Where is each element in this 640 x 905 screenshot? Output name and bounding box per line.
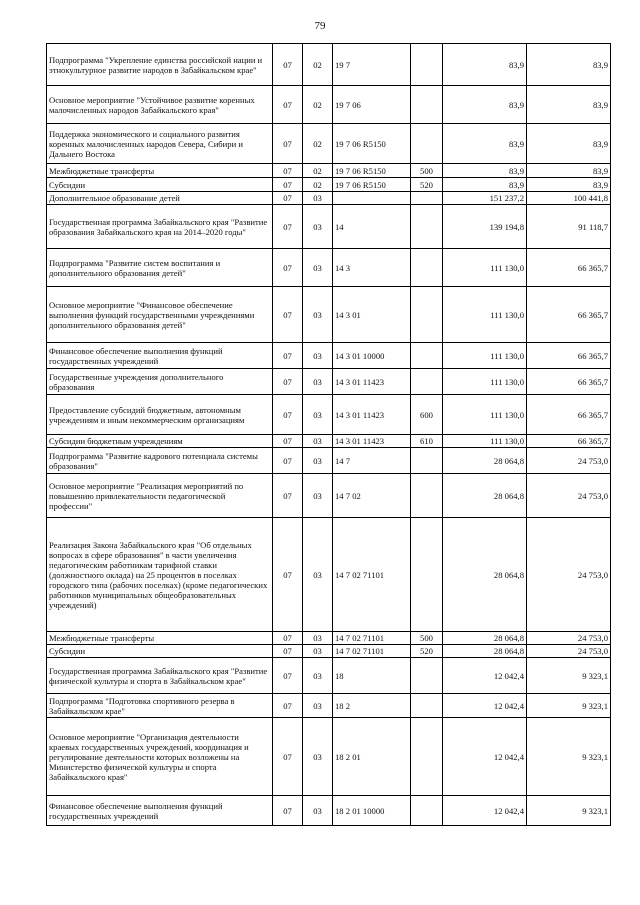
- table-row: [47, 164, 611, 178]
- row-csr: 14 3 01: [333, 287, 411, 343]
- row-csr: 14: [333, 205, 411, 249]
- row-sum2: 66 365,7: [527, 343, 611, 369]
- row-vr: 610: [411, 435, 443, 448]
- row-vr: 600: [411, 395, 443, 435]
- row-csr: 18: [333, 658, 411, 694]
- row-sum2: 66 365,7: [527, 287, 611, 343]
- row-sum1: 83,9: [443, 44, 527, 86]
- row-sum1: 28 064,8: [443, 518, 527, 632]
- row-rz: 07: [273, 645, 303, 658]
- row-sum1: 83,9: [443, 178, 527, 192]
- row-name: Подпрограмма "Подготовка спортивного резерва в Забайкальском крае": [47, 694, 273, 718]
- row-csr: 19 7 06 R5150: [333, 164, 411, 178]
- row-vr: [411, 124, 443, 164]
- row-pr: 02: [303, 86, 333, 124]
- row-rz: 07: [273, 395, 303, 435]
- row-sum2: 66 365,7: [527, 369, 611, 395]
- row-name: Поддержка экономического и социального развития коренных малочисленных народов Севера, Сибири и Дальнего Востока: [47, 124, 273, 164]
- row-sum2: 24 753,0: [527, 645, 611, 658]
- row-pr: 03: [303, 448, 333, 474]
- table-row: [47, 448, 611, 474]
- row-pr: 02: [303, 44, 333, 86]
- row-sum1: 111 130,0: [443, 369, 527, 395]
- row-sum2: 9 323,1: [527, 796, 611, 826]
- row-sum1: 111 130,0: [443, 395, 527, 435]
- row-csr: 19 7: [333, 44, 411, 86]
- row-rz: 07: [273, 192, 303, 205]
- row-rz: 07: [273, 718, 303, 796]
- row-pr: 03: [303, 287, 333, 343]
- row-rz: 07: [273, 287, 303, 343]
- table-row: [47, 178, 611, 192]
- row-vr: 520: [411, 178, 443, 192]
- row-csr: 14 3 01 11423: [333, 369, 411, 395]
- row-sum2: 24 753,0: [527, 518, 611, 632]
- row-rz: 07: [273, 658, 303, 694]
- row-rz: 07: [273, 474, 303, 518]
- row-name: Подпрограмма "Укрепление единства российской нации и этнокультурное развитие народов в Забайкальском крае": [47, 44, 273, 86]
- row-name: Реализация Закона Забайкальского края "Об отдельных вопросах в сфере образования" в части увеличения педагогическим работникам тарифной ставки (должностного оклада) на 25 процентов в поселках городского типа (рабочих поселках) (кроме педагогических работников муниципальных общеобразовательных учреждений): [47, 518, 273, 632]
- row-pr: 03: [303, 632, 333, 645]
- row-rz: 07: [273, 44, 303, 86]
- row-pr: 02: [303, 164, 333, 178]
- row-sum2: 24 753,0: [527, 474, 611, 518]
- row-name: Основное мероприятие "Финансовое обеспечение выполнения функций государственными учреждениями дополнительного образования детей": [47, 287, 273, 343]
- row-sum2: 24 753,0: [527, 448, 611, 474]
- row-sum1: 139 194,8: [443, 205, 527, 249]
- row-sum2: 83,9: [527, 86, 611, 124]
- row-name: Основное мероприятие "Реализация мероприятий по повышению привлекательности педагогической профессии": [47, 474, 273, 518]
- row-pr: 03: [303, 474, 333, 518]
- table-row: [47, 369, 611, 395]
- row-csr: 14 7 02 71101: [333, 632, 411, 645]
- row-vr: [411, 448, 443, 474]
- row-csr: 14 3 01 10000: [333, 343, 411, 369]
- row-pr: 03: [303, 395, 333, 435]
- table-row: [47, 124, 611, 164]
- row-name: Дополнительное образование детей: [47, 192, 273, 205]
- row-sum1: 12 042,4: [443, 796, 527, 826]
- row-csr: 19 7 06: [333, 86, 411, 124]
- row-sum1: 111 130,0: [443, 249, 527, 287]
- row-sum1: 28 064,8: [443, 474, 527, 518]
- row-pr: 03: [303, 343, 333, 369]
- row-sum2: 66 365,7: [527, 435, 611, 448]
- table-row: [47, 474, 611, 518]
- row-rz: 07: [273, 205, 303, 249]
- row-sum2: 83,9: [527, 124, 611, 164]
- row-name: Субсидии: [47, 645, 273, 658]
- row-sum1: 12 042,4: [443, 694, 527, 718]
- row-vr: [411, 518, 443, 632]
- row-csr: 14 3: [333, 249, 411, 287]
- row-csr: 14 7 02: [333, 474, 411, 518]
- row-rz: 07: [273, 796, 303, 826]
- row-rz: 07: [273, 86, 303, 124]
- row-vr: [411, 343, 443, 369]
- page-number: 79: [314, 20, 326, 32]
- row-sum2: 91 118,7: [527, 205, 611, 249]
- row-pr: 03: [303, 645, 333, 658]
- row-vr: 500: [411, 632, 443, 645]
- row-pr: 02: [303, 124, 333, 164]
- row-name: Основное мероприятие "Устойчивое развитие коренных малочисленных народов Забайкальского края": [47, 86, 273, 124]
- table-row: [47, 44, 611, 86]
- table-row: [47, 718, 611, 796]
- row-vr: [411, 369, 443, 395]
- row-vr: [411, 796, 443, 826]
- row-sum2: 9 323,1: [527, 718, 611, 796]
- row-rz: 07: [273, 343, 303, 369]
- row-sum2: 9 323,1: [527, 658, 611, 694]
- row-rz: 07: [273, 178, 303, 192]
- row-rz: 07: [273, 518, 303, 632]
- row-name: Подпрограмма "Развитие кадрового потенциала системы образования": [47, 448, 273, 474]
- row-rz: 07: [273, 164, 303, 178]
- row-name: Основное мероприятие "Организация деятельности краевых государственных учреждений, координация и регулирование деятельности которых возложены на Министерство физической культуры и спорта Забайкальского края": [47, 718, 273, 796]
- row-pr: 03: [303, 658, 333, 694]
- table-row: [47, 287, 611, 343]
- row-csr: 14 3 01 11423: [333, 435, 411, 448]
- row-vr: [411, 192, 443, 205]
- row-pr: 03: [303, 205, 333, 249]
- row-sum2: 83,9: [527, 44, 611, 86]
- row-sum2: 100 441,8: [527, 192, 611, 205]
- table-row: [47, 395, 611, 435]
- row-vr: [411, 249, 443, 287]
- row-csr: 18 2 01 10000: [333, 796, 411, 826]
- row-sum1: 111 130,0: [443, 287, 527, 343]
- budget-table: [46, 43, 611, 826]
- row-pr: 03: [303, 249, 333, 287]
- row-csr: 14 7 02 71101: [333, 518, 411, 632]
- row-rz: 07: [273, 249, 303, 287]
- row-pr: 02: [303, 178, 333, 192]
- row-sum1: 83,9: [443, 86, 527, 124]
- row-name: Межбюджетные трансферты: [47, 164, 273, 178]
- row-rz: 07: [273, 694, 303, 718]
- row-sum1: 28 064,8: [443, 645, 527, 658]
- row-vr: [411, 694, 443, 718]
- row-name: Предоставление субсидий бюджетным, автономным учреждениям и иным некоммерческим организациям: [47, 395, 273, 435]
- row-csr: 14 3 01 11423: [333, 395, 411, 435]
- row-rz: 07: [273, 124, 303, 164]
- row-pr: 03: [303, 435, 333, 448]
- row-vr: 520: [411, 645, 443, 658]
- row-vr: 500: [411, 164, 443, 178]
- row-name: Государственная программа Забайкальского края "Развитие физической культуры и спорта в Забайкальском крае": [47, 658, 273, 694]
- table-row: [47, 343, 611, 369]
- table-row: [47, 796, 611, 826]
- table-row: [47, 658, 611, 694]
- row-sum1: 151 237,2: [443, 192, 527, 205]
- row-pr: 03: [303, 718, 333, 796]
- row-csr: 18 2 01: [333, 718, 411, 796]
- row-pr: 03: [303, 192, 333, 205]
- table-row: [47, 435, 611, 448]
- row-sum1: 28 064,8: [443, 448, 527, 474]
- table-row: [47, 518, 611, 632]
- row-sum1: 83,9: [443, 124, 527, 164]
- row-vr: [411, 474, 443, 518]
- table-row: [47, 192, 611, 205]
- row-rz: 07: [273, 435, 303, 448]
- row-sum2: 66 365,7: [527, 249, 611, 287]
- row-rz: 07: [273, 632, 303, 645]
- row-vr: [411, 205, 443, 249]
- row-sum2: 66 365,7: [527, 395, 611, 435]
- row-vr: [411, 287, 443, 343]
- row-vr: [411, 44, 443, 86]
- row-vr: [411, 86, 443, 124]
- table-row: [47, 632, 611, 645]
- row-sum1: 28 064,8: [443, 632, 527, 645]
- row-name: Государственная программа Забайкальского края "Развитие образования Забайкальского края на 2014–2020 годы": [47, 205, 273, 249]
- table-row: [47, 694, 611, 718]
- row-vr: [411, 718, 443, 796]
- row-rz: 07: [273, 369, 303, 395]
- row-sum2: 83,9: [527, 178, 611, 192]
- row-csr: 14 7: [333, 448, 411, 474]
- row-rz: 07: [273, 448, 303, 474]
- row-sum2: 24 753,0: [527, 632, 611, 645]
- row-name: Межбюджетные трансферты: [47, 632, 273, 645]
- row-name: Подпрограмма "Развитие систем воспитания и дополнительного образования детей": [47, 249, 273, 287]
- row-sum1: 111 130,0: [443, 343, 527, 369]
- row-csr: [333, 192, 411, 205]
- row-name: Финансовое обеспечение выполнения функций государственных учреждений: [47, 796, 273, 826]
- row-sum1: 12 042,4: [443, 658, 527, 694]
- row-pr: 03: [303, 369, 333, 395]
- row-csr: 14 7 02 71101: [333, 645, 411, 658]
- row-sum1: 12 042,4: [443, 718, 527, 796]
- row-sum2: 83,9: [527, 164, 611, 178]
- table-row: [47, 205, 611, 249]
- row-name: Финансовое обеспечение выполнения функций государственных учреждений: [47, 343, 273, 369]
- table-row: [47, 249, 611, 287]
- row-pr: 03: [303, 518, 333, 632]
- row-csr: 19 7 06 R5150: [333, 178, 411, 192]
- row-csr: 18 2: [333, 694, 411, 718]
- row-name: Субсидии бюджетным учреждениям: [47, 435, 273, 448]
- row-csr: 19 7 06 R5150: [333, 124, 411, 164]
- row-sum1: 83,9: [443, 164, 527, 178]
- row-sum2: 9 323,1: [527, 694, 611, 718]
- row-vr: [411, 658, 443, 694]
- row-name: Субсидии: [47, 178, 273, 192]
- table-row: [47, 86, 611, 124]
- row-pr: 03: [303, 694, 333, 718]
- row-pr: 03: [303, 796, 333, 826]
- table-row: [47, 645, 611, 658]
- row-name: Государственные учреждения дополнительного образования: [47, 369, 273, 395]
- row-sum1: 111 130,0: [443, 435, 527, 448]
